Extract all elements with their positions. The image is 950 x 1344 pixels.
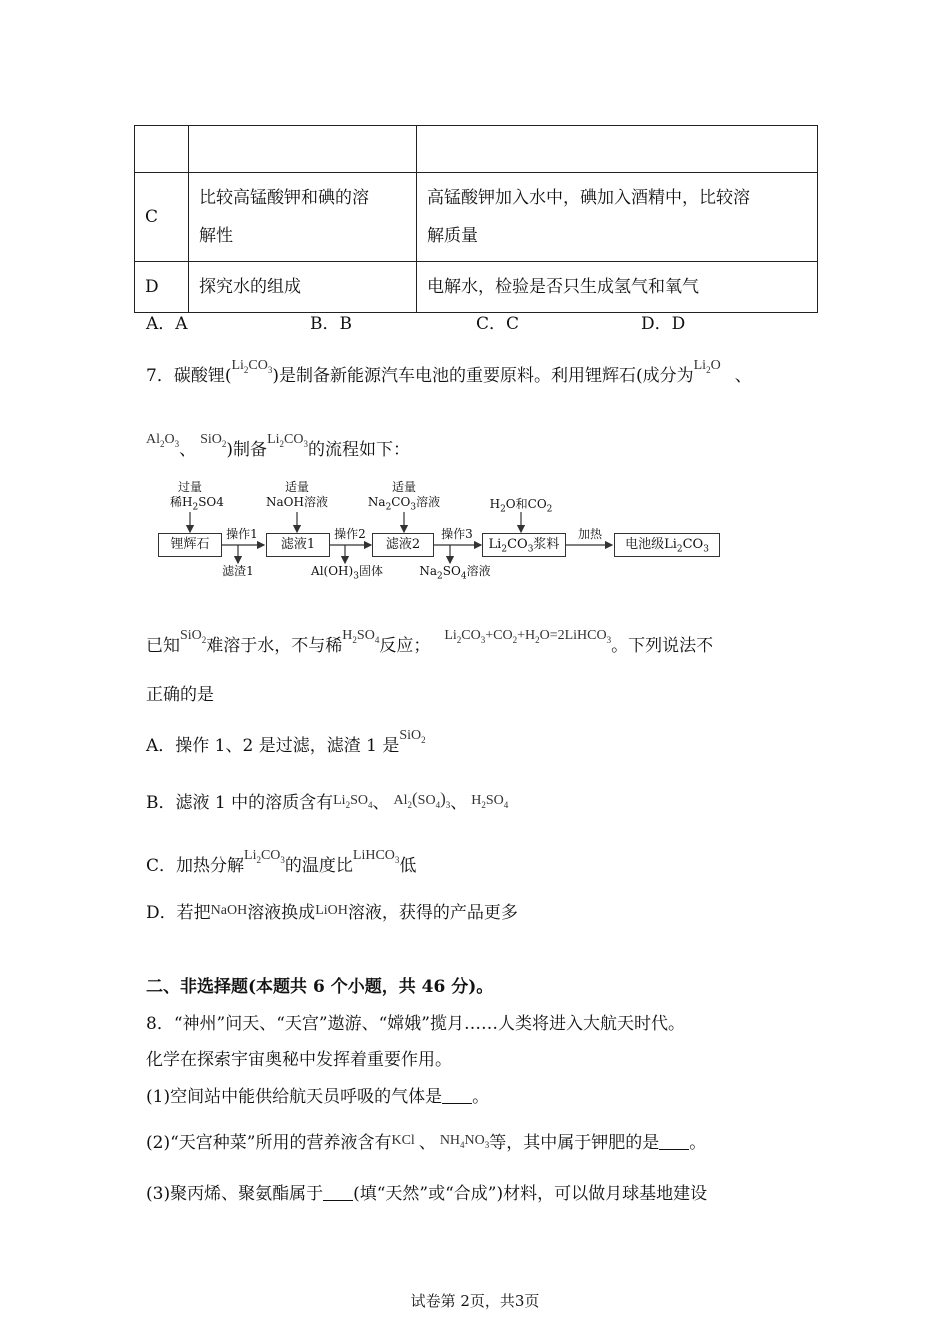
table-cell: 探究水的组成 bbox=[189, 262, 417, 313]
formula-sio2: SiO2 bbox=[200, 432, 227, 449]
formula-al2o3: Al2O3 bbox=[146, 432, 180, 449]
formula-li2o: Li2O bbox=[693, 358, 721, 375]
formula-h2so4: H2SO4 bbox=[342, 628, 380, 645]
formula-al2so43: Al2(SO4)3 bbox=[393, 789, 451, 810]
q8-line1: 8．“神州”问天、“天宫”遨游、“嫦娥”揽月……人类将进入大航天时代。 bbox=[146, 1014, 685, 1034]
page-footer: 试卷第 2页，共3页 bbox=[410, 1292, 540, 1310]
formula-h2so4: H2SO4 bbox=[471, 793, 509, 810]
formula-sio2: SiO2 bbox=[180, 628, 207, 645]
formula-lihco3: LiHCO3 bbox=[352, 848, 400, 865]
formula-li2co3: Li2CO3 bbox=[244, 848, 285, 865]
formula-lioh: LiOH bbox=[315, 903, 348, 918]
q8-line2: 化学在探索宇宙奥秘中发挥着重要作用。 bbox=[146, 1050, 452, 1070]
cell-line: 高锰酸钾加入水中，碘加入酒精中，比较溶 bbox=[427, 188, 750, 208]
q7-known: 已知$^{SiO_2}$难溶于水，不与稀$^{H_2SO_4}$反应；$^{Li_2CO_3+CO_2+H_2O=2LiHCO_3}$。下列说法不 bbox=[146, 628, 714, 656]
output-3: $Na_2SO_4$溶液 bbox=[419, 564, 491, 582]
output-2: $Al(OH)_3$固体 bbox=[311, 564, 383, 582]
table-cell: 电解水，检验是否只生成氢气和氧气 bbox=[417, 262, 818, 313]
q7-line1: 7．碳酸锂($^{Li_2CO_3}$)是制备新能源汽车电池的重要原料。利用锂辉石(成分为$^{Li_2O}$、 bbox=[146, 358, 752, 386]
reagent-1: 过量 稀$H_2SO4$ bbox=[170, 480, 224, 513]
cell-line: 比较高锰酸钾和碘的溶 bbox=[199, 188, 369, 208]
formula-kcl: KCl bbox=[391, 1133, 415, 1148]
cell-line: 解质量 bbox=[427, 226, 478, 246]
formula-equation: Li2CO3+CO2+H2O=2LiHCO3 bbox=[444, 628, 612, 645]
section-heading: 二、非选择题(本题共 6 个小题，共 46 分)。 bbox=[146, 977, 494, 997]
reagent-3: 适量 $Na_2CO_3$溶液 bbox=[367, 480, 441, 513]
output-1: 滤渣1 bbox=[222, 564, 254, 578]
cell-line: 解性 bbox=[199, 226, 233, 246]
q7-option-c: C．加热分解$^{Li_2CO_3}$的温度比$^{LiHCO_3}$低 bbox=[146, 848, 417, 876]
flow-box-filtrate1: 滤液1 bbox=[266, 533, 330, 557]
flow-box-product: 电池级$Li_2CO_3$ bbox=[614, 533, 720, 557]
flow-arrows bbox=[0, 0, 950, 600]
op-1: 操作1 bbox=[226, 527, 258, 541]
table-cell: C bbox=[135, 173, 189, 262]
q6-option-b: B．B bbox=[310, 314, 352, 334]
q7-option-b: B．滤液 1 中的溶质含有$^{Li_2SO_4}$、 $^{Al_2(SO_4)_3}$、 $^{H_2SO_4}$ bbox=[146, 789, 509, 813]
q6-option-d: D．D bbox=[641, 314, 686, 334]
q7-option-a: A．操作 1、2 是过滤，滤渣 1 是$^{SiO_2}$ bbox=[146, 728, 426, 756]
reagent-2: 适量 NaOH溶液 bbox=[266, 480, 328, 509]
op-heat: 加热 bbox=[577, 527, 602, 541]
formula-li2so4: Li2SO4 bbox=[333, 793, 373, 810]
flow-box-slurry: $Li_2CO_3$浆料 bbox=[482, 533, 566, 557]
formula-sio2: SiO2 bbox=[399, 728, 426, 745]
answer-blank[interactable] bbox=[659, 1148, 689, 1150]
q7-line2: $^{Al_2O_3}$、$^{SiO_2}$)制备$^{Li_2CO_3}$的流程如下： bbox=[146, 432, 410, 460]
formula-li2co3: Li2CO3 bbox=[267, 432, 308, 449]
flow-box-filtrate2: 滤液2 bbox=[372, 533, 434, 557]
formula-li2co3: Li2CO3 bbox=[231, 358, 273, 375]
q6-option-a: A．A bbox=[146, 314, 188, 334]
answer-blank[interactable] bbox=[323, 1199, 353, 1201]
reagent-4: $H_2O$和$CO_2$ bbox=[489, 497, 553, 515]
op-3: 操作3 bbox=[441, 527, 473, 541]
q8-part2: (2)“天宫种菜”所用的营养液含有$^{KCl}$ 、 $^{NH_4NO_3}$等，其中属于钾肥的是 。 bbox=[146, 1133, 707, 1153]
q8-part1: (1)空间站中能供给航天员呼吸的气体是 。 bbox=[146, 1087, 490, 1107]
q8-part3: (3)聚丙烯、聚氨酯属于 (填“天然”或“合成”)材料，可以做月球基地建设 bbox=[146, 1184, 708, 1204]
formula-naoh: NaOH bbox=[210, 903, 248, 918]
flow-box-ore: 锂辉石 bbox=[158, 533, 222, 557]
answer-blank[interactable] bbox=[442, 1102, 472, 1104]
q6-option-c: C．C bbox=[476, 314, 520, 334]
table-cell: D bbox=[135, 262, 189, 313]
op-2: 操作2 bbox=[334, 527, 366, 541]
formula-nh4no3: NH4NO3 bbox=[439, 1133, 490, 1150]
q7-option-d: D．若把$^{NaOH}$溶液换成$^{LiOH}$溶液，获得的产品更多 bbox=[146, 903, 518, 923]
q7-known-2: 正确的是 bbox=[146, 685, 214, 705]
